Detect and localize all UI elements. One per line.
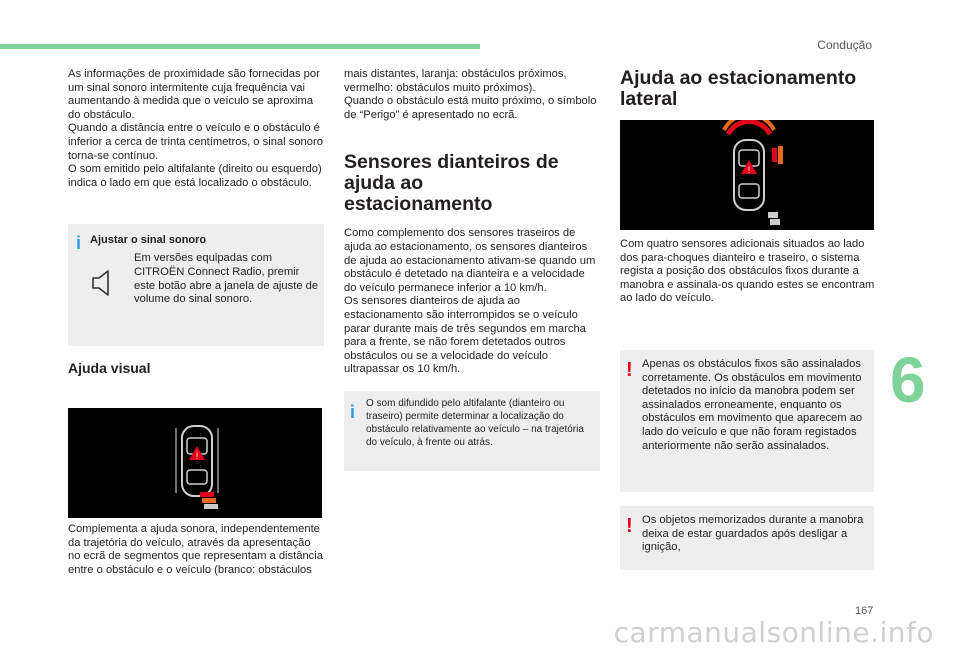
page-number: 167 bbox=[855, 605, 874, 617]
warning-icon: ! bbox=[626, 359, 633, 381]
sound-adjust-title: Ajustar o sinal sonoro bbox=[90, 234, 207, 247]
car-top-view-image bbox=[68, 408, 322, 518]
memorized-objects-warning-box bbox=[620, 506, 874, 570]
sound-adjust-text: Em versões equipadas com CITROËN Connect Radio, premir este botão abre a janela de ajuste de volume do sinal sonoro. bbox=[134, 252, 319, 306]
visual-aid-text: Complementa a ajuda sonora, independentemente da trajetória do veículo, através da apresentação no ecrã de segmentos que representam a distância entre o obstáculo e o veículo (branco: obstáculos bbox=[68, 523, 323, 576]
front-sensors-text: Como complemento dos sensores traseiros de ajuda ao estacionamento, os sensores dianteiros de ajuda ao estacionamento ativam-se quando um obstáculo é detetado na dianteira e a velocidade do veículo permanece inferior a 10 km/h. Os sensores dianteiros de ajuda ao estacionamento são interrompidos se o veículo parar durante mais de três segundos em marcha para a frente, se não forem detetados outros obstáculos ou se a velocidade do veículo ultrapassar os 10 km/h. bbox=[344, 227, 596, 376]
warning-icon: ! bbox=[626, 515, 633, 537]
column-3 bbox=[620, 67, 876, 554]
speaker-info-box bbox=[344, 391, 600, 471]
column-1 bbox=[68, 68, 324, 576]
section-title: Condução bbox=[817, 38, 872, 52]
side-parking-text: Com quatro sensores adicionais situados ao lado dos para-choques dianteiro e traseiro, o sistema regista a posição dos obstáculos fixos durante a manobra e assinala-os quando estes se encontram ao lado do veículo. bbox=[620, 238, 875, 305]
svg-text:!: ! bbox=[747, 165, 751, 175]
moving-obstacles-warning-box bbox=[620, 350, 874, 492]
sound-adjust-box bbox=[68, 224, 324, 346]
info-icon: i bbox=[76, 233, 82, 254]
proximity-intro-text: As informações de proximidade são fornecidas por um sinal sonoro intermitente cuja frequência vai aumentando à medida que o veículo se aproxima do obstáculo. Quando a distância entre o veículo e o obstáculo é inferior a cerca de trinta centímetros, o sinal sonoro torna-se contínuo. O som emitido pelo altifalante (direito ou esquerdo) indica o lado em que está localizado o obstáculo. bbox=[68, 68, 323, 189]
moving-obstacles-warning-text: Apenas os obstáculos fixos são assinalados corretamente. Os obstáculos em movimento detetados no início da manobra podem ser assinalados erroneamente, enquanto os obstáculos em movimento que aparecem ao lado do veículo e que não foram registados anteriormente não serão assinalados. bbox=[642, 358, 863, 452]
front-sensors-heading: Sensores dianteiros de ajuda ao estacionamento bbox=[344, 151, 559, 216]
chapter-number: 6 bbox=[890, 344, 926, 416]
watermark: carmanualsonline.info bbox=[613, 616, 934, 649]
visual-aid-heading: Ajuda visual bbox=[68, 360, 151, 377]
side-parking-illustration bbox=[620, 120, 874, 230]
visual-aid-illustration bbox=[68, 408, 322, 518]
memorized-objects-warning-text: Os objetos memorizados durante a manobra deixa de estar guardados após desligar a ignição, bbox=[642, 514, 864, 554]
speaker-icon bbox=[90, 268, 116, 298]
speaker-info-text: O som difundido pelo altifalante (dianteiro ou traseiro) permite determinar a localização do obstáculo relativamente ao veículo – na trajetória do veículo, à frente ou atrás. bbox=[366, 397, 584, 448]
car-side-sensors-image bbox=[620, 120, 874, 230]
header-accent-bar bbox=[0, 44, 480, 49]
svg-text:!: ! bbox=[195, 451, 199, 461]
info-icon: i bbox=[350, 401, 356, 422]
side-parking-heading: Ajuda ao estacionamento lateral bbox=[620, 67, 857, 110]
visual-aid-continued-text: mais distantes, laranja: obstáculos próximos, vermelho: obstáculos muito próximos). Quando o obstáculo está muito próximo, o símbolo de “Perigo” é apresentado no ecrã. bbox=[344, 68, 597, 121]
column-2 bbox=[344, 68, 600, 471]
